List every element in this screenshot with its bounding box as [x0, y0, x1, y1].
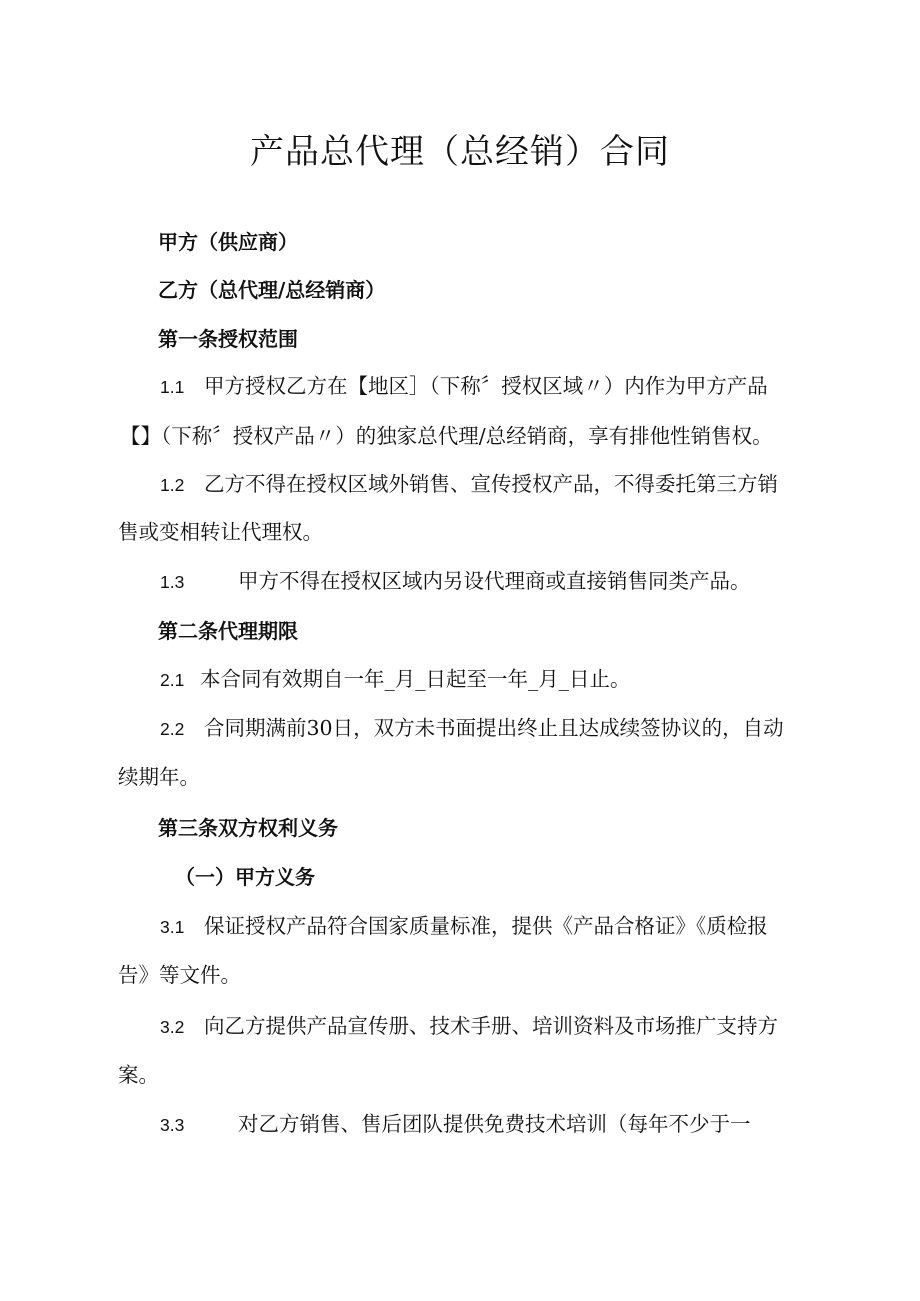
clause-number: 1.2	[160, 475, 185, 495]
clause-number: 3.3	[160, 1115, 185, 1135]
clause-1-1-line2: 【】（下称〞授权产品〃）的独家总代理/总经销商，享有排他性销售权。	[120, 424, 773, 448]
clause-text: 保证授权产品符合国家质量标准，提供《产品合格证》《质检报	[204, 914, 768, 938]
clause-1-2-line2: 售或变相转让代理权。	[118, 520, 323, 544]
article2-heading: 第二条代理期限	[158, 619, 298, 643]
clause-2-2-line2: 续期年。	[118, 765, 200, 789]
clause-2-2-line1	[160, 714, 784, 743]
party-b-line: 乙方（总代理/总经销商）	[158, 278, 386, 302]
clause-number: 1.1	[160, 377, 185, 397]
party-a-line: 甲方（供应商）	[158, 230, 298, 254]
clause-2-1	[160, 665, 631, 694]
article3-subheading: （一）甲方义务	[175, 865, 315, 889]
clause-text: 甲方授权乙方在【地区］（下称〞授权区域〃）内作为甲方产品	[204, 374, 768, 398]
clause-text: 乙方不得在授权区域外销售、宣传授权产品，不得委托第三方销	[204, 472, 778, 496]
clause-3-1-line1	[160, 912, 768, 941]
clause-1-2-line1	[160, 470, 778, 499]
article1-heading: 第一条授权范围	[158, 327, 298, 351]
clause-3-2-line2: 案。	[118, 1063, 159, 1087]
clause-3-2-line1	[160, 1012, 778, 1041]
clause-text: 合同期满前30日，双方未书面提出终止且达成续签协议的，自动	[204, 716, 784, 740]
clause-number: 2.1	[160, 670, 185, 690]
clause-number: 1.3	[160, 572, 185, 592]
clause-3-3	[160, 1110, 751, 1139]
clause-text: 向乙方提供产品宣传册、技术手册、培训资料及市场推广支持方	[204, 1014, 778, 1038]
clause-3-1-line2: 告》等文件。	[118, 963, 241, 987]
document-title: 产品总代理（总经销）合同	[250, 132, 670, 172]
clause-number: 3.1	[160, 917, 185, 937]
article3-heading: 第三条双方权利义务	[158, 816, 338, 840]
clause-number: 3.2	[160, 1017, 185, 1037]
clause-1-3	[160, 567, 751, 596]
clause-text: 本合同有效期自一年_月_日起至一年_月_日止。	[200, 667, 631, 691]
clause-text: 甲方不得在授权区域内另设代理商或直接销售同类产品。	[238, 569, 751, 593]
clause-1-1-line1	[160, 372, 768, 401]
clause-number: 2.2	[160, 719, 185, 739]
clause-text: 对乙方销售、售后团队提供免费技术培训（每年不少于一	[238, 1112, 751, 1136]
